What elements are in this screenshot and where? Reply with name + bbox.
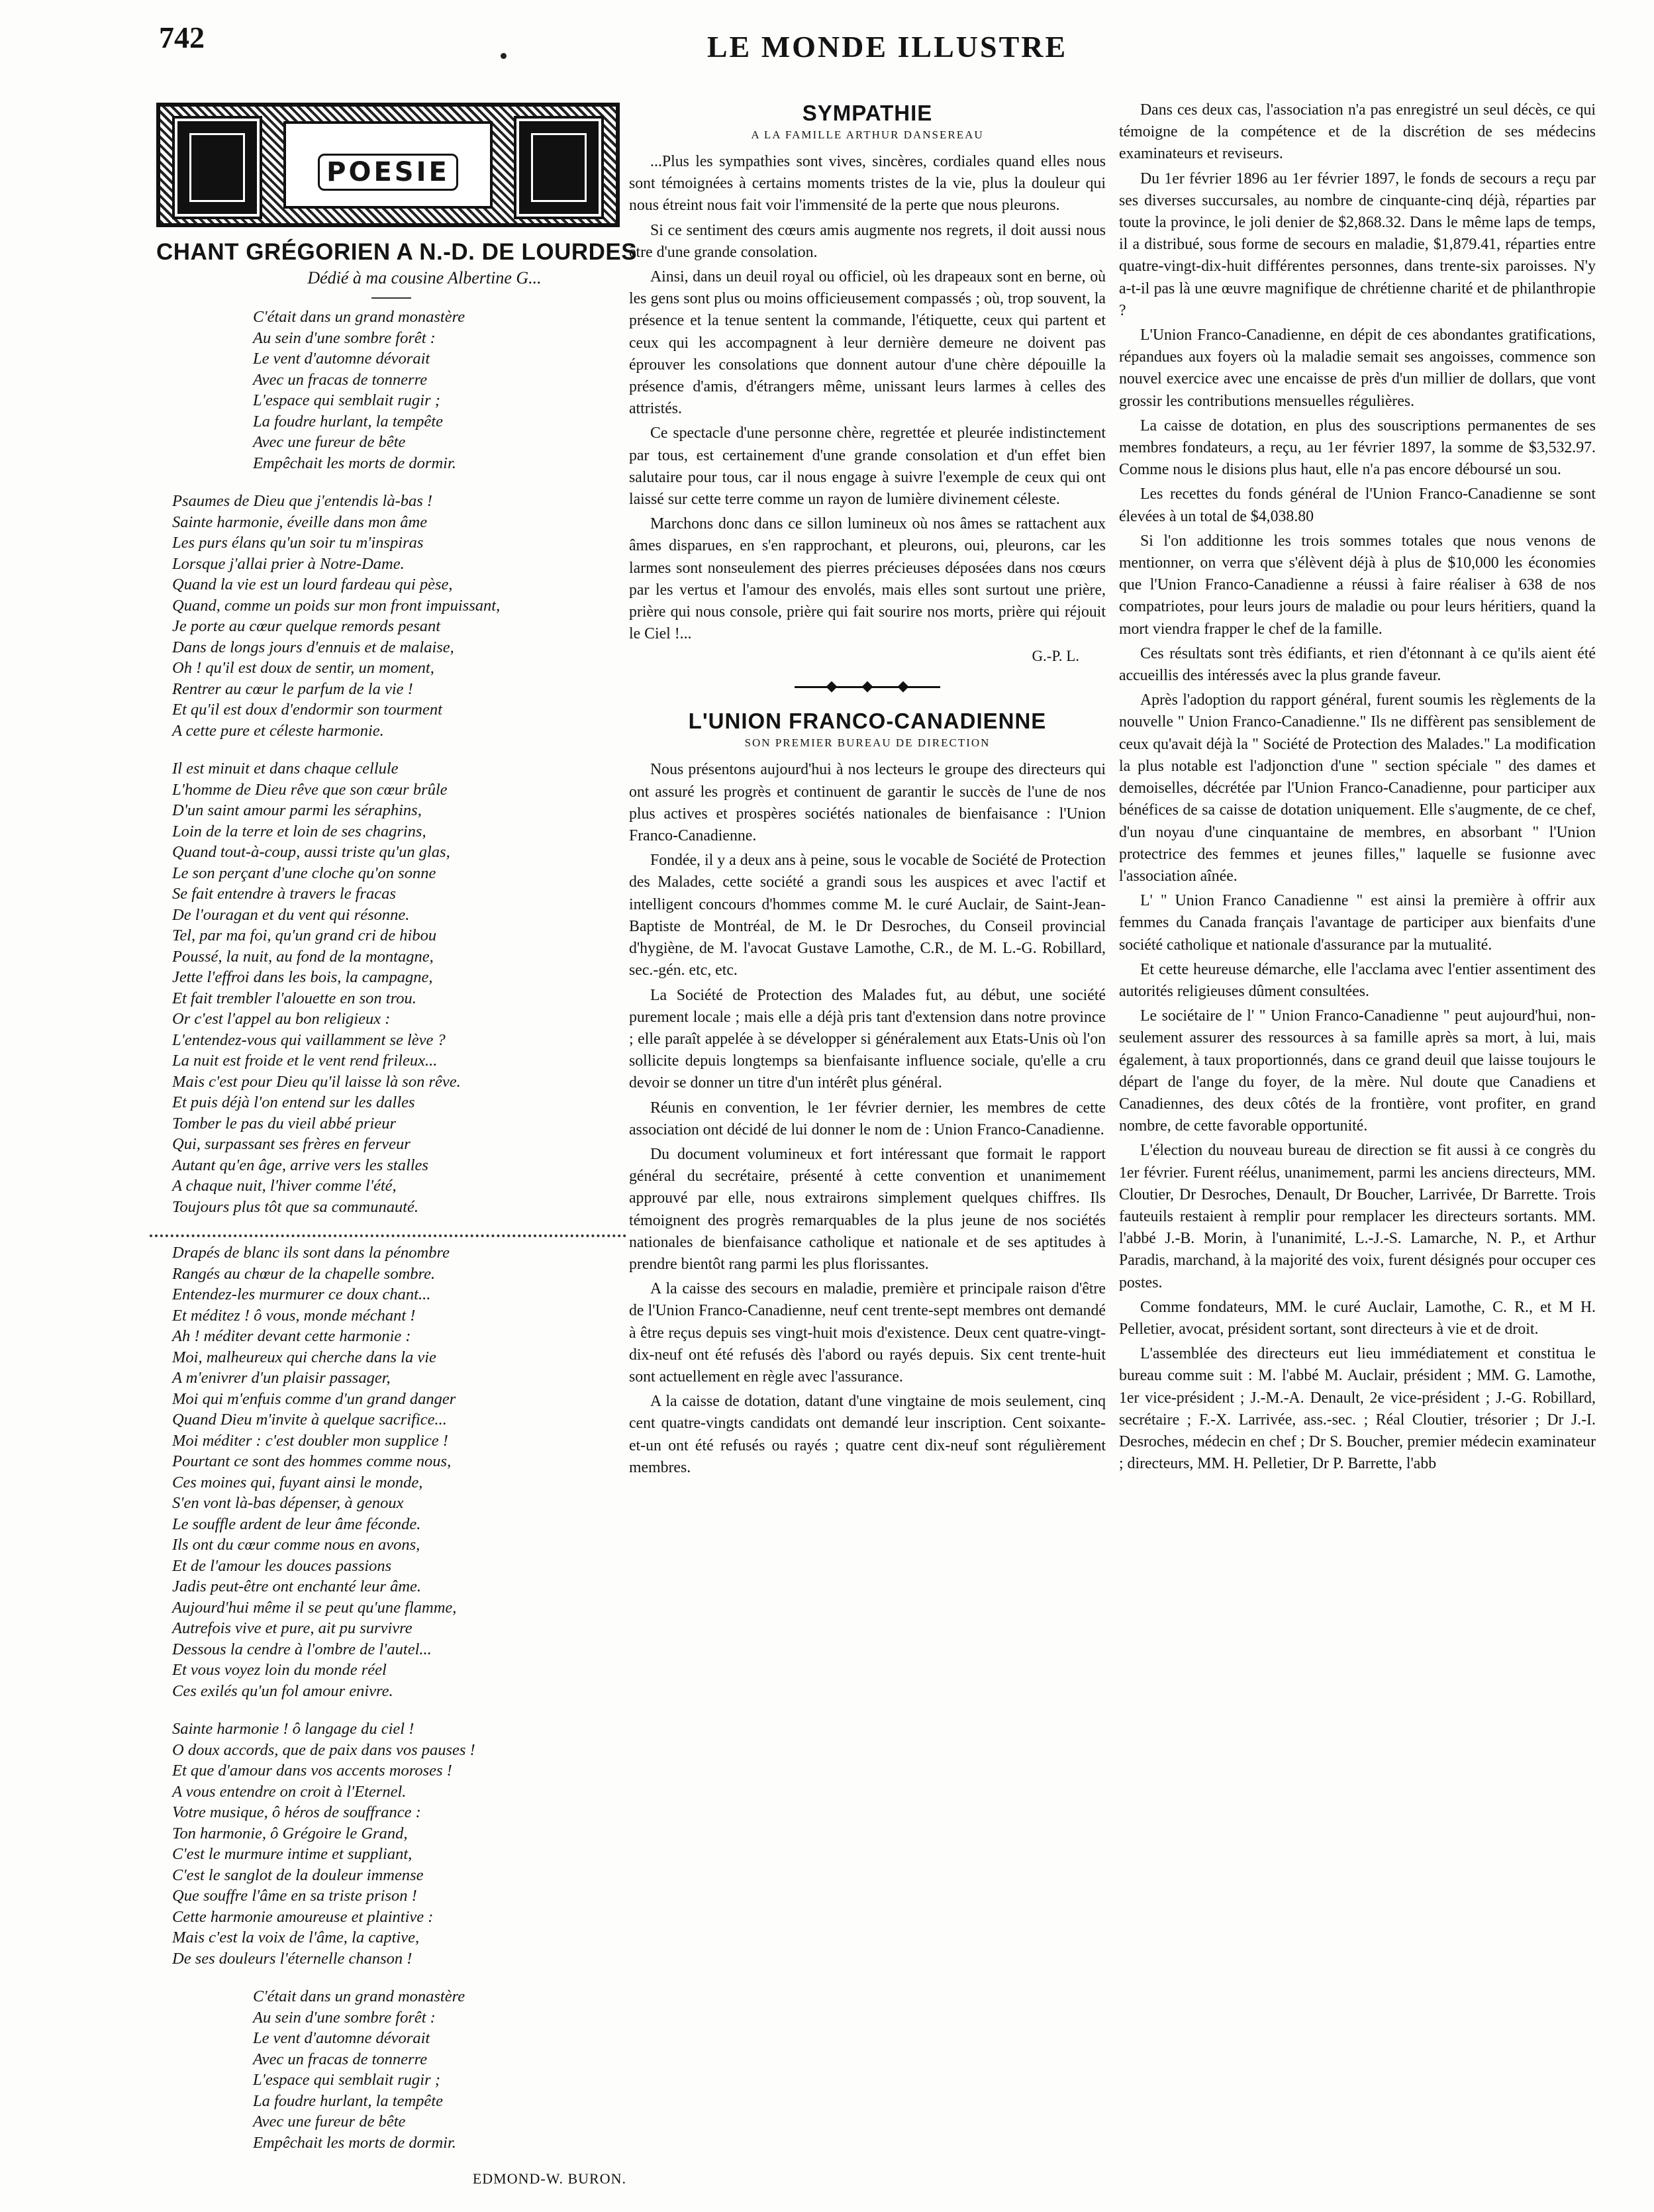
poem-line: L'espace qui semblait rugir ; xyxy=(253,2071,440,2089)
poem-line: Or c'est l'appel au bon religieux : xyxy=(172,1010,391,1028)
sympathie-body xyxy=(629,151,1106,645)
paragraph: L'Union Franco-Canadienne, en dépit de ces abondantes gratifications, répandues aux foyers où la maladie semait ses angoisses, commence son nouvel exercice avec une encaisse de près d'un millier de dollars, que vont grossir les contributions mensuelles régulières. xyxy=(1119,327,1596,410)
poem-line: Empêchait les morts de dormir. xyxy=(253,2133,456,2152)
poem-line: Lorsque j'allai prier à Notre-Dame. xyxy=(172,554,405,573)
paragraph: Réunis en convention, le 1er février dernier, les membres de cette association ont décidé de lui donner le nom de : Union Franco-Canadienne. xyxy=(629,1099,1106,1138)
sympathie-initials: G.-P. L. xyxy=(1032,648,1079,665)
poem-line: Ces exilés qu'un fol amour enivre. xyxy=(172,1682,393,1700)
poem-line: Jette l'effroi dans les bois, la campagne, xyxy=(172,968,433,986)
poem-line: Jadis peut-être ont enchanté leur âme. xyxy=(172,1578,422,1595)
poem-line: Mais c'est pour Dieu qu'il laisse là son rêve. xyxy=(172,1072,461,1091)
poem-line: A chaque nuit, l'hiver comme l'été, xyxy=(172,1177,397,1195)
poem-line: Autant qu'en âge, arrive vers les stalles xyxy=(172,1156,428,1174)
right-column xyxy=(1119,99,1596,1478)
poem-stanza xyxy=(156,1719,626,1969)
poem-line: Cette harmonie amoureuse et plaintive : xyxy=(172,1907,434,1926)
poem-line: Drapés de blanc ils sont dans la pénombre xyxy=(172,1244,450,1262)
poem-line: Moi, malheureux qui cherche dans la vie xyxy=(172,1348,436,1366)
paragraph: Dans ces deux cas, l'association n'a pas enregistré un seul décès, ce qui témoigne de la compétence et de la discrétion de ses médecins examinateurs et reviseurs. xyxy=(1119,101,1596,163)
poem-line: Avec un fracas de tonnerre xyxy=(253,2050,428,2068)
poem-line: Tomber le pas du vieil abbé prieur xyxy=(172,1114,396,1132)
poem-line: De l'ouragan et du vent qui résonne. xyxy=(172,905,410,924)
poem-line: L'entendez-vous qui vaillamment se lève ? xyxy=(172,1031,446,1049)
poem-line: Moi qui m'enfuis comme d'un grand danger xyxy=(172,1389,456,1408)
poem-line: Le son perçant d'une cloche qu'on sonne xyxy=(172,864,436,882)
poem-line: L'homme de Dieu rêve que son cœur brûle xyxy=(172,780,448,799)
sympathie-title: SYMPATHIE xyxy=(802,101,933,125)
poem-dedication: Dédié à ma cousine Albertine G... xyxy=(307,268,542,287)
poem-line: Le souffle ardent de leur âme féconde. xyxy=(172,1515,421,1533)
poem-line: D'un saint amour parmi les séraphins, xyxy=(172,801,422,819)
poem-line: Et fait trembler l'alouette en son trou. xyxy=(172,989,416,1007)
poem-stanza xyxy=(156,307,626,474)
paragraph: Les recettes du fonds général de l'Union Franco-Canadienne se sont élevées à un total de $4,038.80 xyxy=(1119,485,1596,525)
paragraph: Du document volumineux et fort intéressant que formait le rapport général du secrétaire, présenté à cette convention et unanimement approuvé par elle, nous extrairons simplement quelques chiffres. Ils témoignent des progrès remarquables de la plus jeune de nos sociétés nationales de bienfaisance catholique et nationale et de ses aptitudes à prendre bientôt rang parmi les plus florissantes. xyxy=(629,1145,1106,1273)
journal-title: LE MONDE ILLUSTRE xyxy=(706,30,1068,64)
banner-ornament-left xyxy=(175,119,260,217)
poem-line: Que souffre l'âme en sa triste prison ! xyxy=(172,1887,417,1905)
poem-line: Mais c'est la voix de l'âme, la captive, xyxy=(172,1929,420,1946)
paragraph: La Société de Protection des Malades fut, au début, une société purement locale ; mais elle a déjà pris tant d'extension dans notre province ; elle paraît appelée à se développer si généralement aux Etats-Unis où l'on sollicite depuis longtemps sa bienfaisante influence sociale, qu'elle a cru devoir se donner un titre d'un intérêt plus général. xyxy=(629,986,1106,1092)
header-dot xyxy=(501,53,507,59)
poem-stanza xyxy=(156,1986,626,2153)
poem-line: Dans de longs jours d'ennuis et de malaise, xyxy=(172,638,454,656)
poem-line: Autrefois vive et pure, ait pu survivre xyxy=(172,1619,413,1637)
poem-line: Entendez-les murmurer ce doux chant... xyxy=(172,1285,431,1303)
union-subtitle: SON PREMIER BUREAU DE DIRECTION xyxy=(744,736,991,750)
sympathie-subtitle: A LA FAMILLE ARTHUR DANSEREAU xyxy=(751,128,984,141)
poem-line: Ces moines qui, fuyant ainsi le monde, xyxy=(172,1473,423,1491)
paragraph: Du 1er février 1896 au 1er février 1897, le fonds de secours a reçu par ses diverses succursales, au nombre de cinquante-cinq déjà, réparties par toute la province, le joli denier de $2,868.32. Dans le même laps de temps, il a distribué, sous forme de secours en maladie, $1,879.41, réparties entre quatre-vingt-dix-huit différentes personnes, dans trente-six paroisses. N'y a-t-il pas là une œuvre magnifique de chrétienne charité et de philanthropie ? xyxy=(1119,170,1596,319)
poem-title: CHANT GRÉGORIEN A N.-D. DE LOURDES xyxy=(156,239,638,265)
poem-line: Et vous voyez loin du monde réel xyxy=(172,1661,387,1679)
paragraph: Après l'adoption du rapport général, furent soumis les règlements de la nouvelle " Union Franco-Canadienne." Ils ne diffèrent pas sensiblement de ceux qu'avait déjà la " Société de Protection des Malades." La modification la plus notable est l'adjonction d'une " section spéciale " des dames et demoiselles, décrétée par l'Union Franco-Canadienne, pour participer aux bénéfices de sa caisse de dotation uniquement. Elle s'augmente, de ce chef, d'un noyau d'une cinquantaine de membres, en absorbant " l'Union protectrice des femmes et jeunes filles," laquelle se fusionne avec l'association aînée. xyxy=(1119,691,1596,885)
poem-author: EDMOND-W. BURON. xyxy=(472,2170,626,2187)
divider xyxy=(371,297,411,299)
union-body-part2 xyxy=(1119,99,1596,1475)
poem-line: Votre musique, ô héros de souffrance : xyxy=(172,1803,421,1821)
poem-line: Empêchait les morts de dormir. xyxy=(253,454,456,472)
poem-line: Je porte au cœur quelque remords pesant xyxy=(172,617,441,635)
paragraph: L' " Union Franco Canadienne " est ainsi la première à offrir aux femmes du Canada français l'avantage de participer aux bienfaits d'une société catholique et nationale d'assurance par la mutualité. xyxy=(1119,892,1596,954)
paragraph: Ce spectacle d'une personne chère, regrettée et pleurée indistinctement par tous, est certainement d'une grande consolation et d'un effet bien salutaire pour tous, car il nous engage à suivre l'exemple de ceux qui ont laissé sur cette terre comme un rayon de lumière divinement céleste. xyxy=(629,425,1106,509)
poem-line: Ils ont du cœur comme nous en avons, xyxy=(172,1536,420,1554)
poem-line: De ses douleurs l'éternelle chanson ! xyxy=(172,1949,413,1968)
poem-line: Et qu'il est doux d'endormir son tourment xyxy=(172,701,442,719)
paragraph: La caisse de dotation, en plus des souscriptions permanentes de ses membres fondateurs, a reçu, au 1er février 1897, la somme de $3,532.97. Comme nous le disions plus haut, elle n'a pas encore déboursé un sou. xyxy=(1119,417,1596,479)
poem-line: Quand, comme un poids sur mon front impuissant, xyxy=(172,596,501,615)
paragraph: Si l'on additionne les trois sommes totales que nous venons de mentionner, on verra que s'élèvent déjà à plus de $10,000 les économies que l'Union Franco-Canadienne a réussi à faire réaliser à 638 de nos compatriotes, pour leurs jours de maladie ou pour leurs héritiers, quand la mort viendra frapper le chef de la famille. xyxy=(1119,532,1596,638)
paragraph: Ces résultats sont très édifiants, et rien d'étonnant à ce qu'ils aient été accueillis des intéressés avec la plus grande faveur. xyxy=(1119,644,1596,685)
poem-line: C'était dans un grand monastère xyxy=(253,308,465,326)
poem-line: A m'enivrer d'un plaisir passager, xyxy=(172,1369,391,1387)
union-body-part1 xyxy=(629,759,1106,1479)
poem-line: Les purs élans qu'un soir tu m'inspiras xyxy=(172,534,424,552)
poem-line: Aujourd'hui même il se peut qu'une flamme, xyxy=(172,1598,457,1617)
banner-label: POESIE xyxy=(318,154,458,191)
poem-line: Sainte harmonie, éveille dans mon âme xyxy=(172,513,428,531)
poem-line: S'en vont là-bas dépenser, à genoux xyxy=(172,1494,404,1512)
poem-line: Tel, par ma foi, qu'un grand cri de hibou xyxy=(172,927,437,944)
poem-stanza xyxy=(156,1242,626,1701)
poem-line: Qui, surpassant ses frères en ferveur xyxy=(172,1135,411,1153)
poem-line: O doux accords, que de paix dans vos pauses ! xyxy=(172,1740,475,1759)
paragraph: L'assemblée des directeurs eut lieu immédiatement et constitua le bureau comme suit : M. l'abbé M. Auclair, président ; MM. G. Lamothe, 1er vice-président ; J.-M.-A. Denault, 2e vice-président ; J.-G. Robillard, secrétaire ; F.-X. Larrivée, ass.-sec. ; Réal Cloutier, trésorier ; Dr J.-I. Desroches, médecin en chef ; Dr S. Boucher, premier médecin examinateur ; directeurs, MM. H. Pelletier, Dr P. Barrette, l'abb xyxy=(1119,1345,1596,1473)
union-title: L'UNION FRANCO-CANADIENNE xyxy=(688,709,1047,734)
poem-line: Quand tout-à-coup, aussi triste qu'un glas, xyxy=(172,843,450,861)
poem-line: Au sein d'une sombre forêt : xyxy=(253,2008,436,2027)
banner-ornament-right xyxy=(516,119,601,217)
poem-stanza xyxy=(156,491,626,741)
poem-line: Ton harmonie, ô Grégoire le Grand, xyxy=(172,1824,408,1842)
paragraph: A la caisse des secours en maladie, première et principale raison d'être de l'Union Franco-Canadienne, neuf cent trente-sept membres ont demandé à être reçus depuis ses vingt-huit mois d'existence. Deux cent quatre-vingt-dix-neuf ont été refusés dès l'abord ou rayés depuis. Six cent trente-huit sont actuellement en règle avec l'assurance. xyxy=(629,1280,1106,1385)
poem-line: Quand Dieu m'invite à quelque sacrifice... xyxy=(172,1411,447,1429)
poem-line: Pourtant ce sont des hommes comme nous, xyxy=(172,1452,452,1470)
poem-line: Rentrer au cœur le parfum de la vie ! xyxy=(172,679,413,698)
poem-line: C'est le murmure intime et suppliant, xyxy=(172,1845,413,1863)
paragraph: A la caisse de dotation, datant d'une vingtaine de mois seulement, cinq cent quatre-vingts candidats ont demandé leur inscription. Cent soixante-et-un ont été refusés ou rayés ; quatre cent dix-neuf sont régulièrement membres. xyxy=(629,1393,1106,1476)
poem-line: La foudre hurlant, la tempête xyxy=(253,2091,443,2110)
poem-line: A vous entendre on croit à l'Eternel. xyxy=(172,1782,407,1801)
poem-line: Toujours plus tôt que sa communauté. xyxy=(172,1197,419,1216)
poem-line: Et que d'amour dans vos accents moroses ! xyxy=(172,1762,452,1780)
poem-line: Avec une fureur de bête xyxy=(253,2113,406,2131)
page-number: 742 xyxy=(159,21,205,54)
dotted-separator xyxy=(150,1234,626,1237)
poem-line: Et méditez ! ô vous, monde méchant ! xyxy=(172,1306,416,1325)
poem-line: A cette pure et céleste harmonie. xyxy=(172,721,384,740)
paragraph: Fondée, il y a deux ans à peine, sous le vocable de Société de Protection des Malades, cette société a grandi sous les auspices et avec l'actif et intelligent concours d'hommes comme M. le curé Auclair, de Saint-Jean-Baptiste de Montréal, de M. le Dr Desroches, du Conseil provincial d'hygiène, de M. l'avocat Gustave Lamothe, C.R., de M. L.-G. Robillard, sec.-gén. etc, etc. xyxy=(629,852,1106,980)
poem-line: Ah ! méditer devant cette harmonie : xyxy=(172,1327,411,1345)
paragraph: Marchons donc dans ce sillon lumineux où nos âmes se rattachent aux âmes disparues, en s'en rapprochant, et pleurons, oui, pleurons, car les larmes sont nonseulement des pierres précieuses déposées dans nos cœurs par les vertus et l'amour des envolés, mais elles sont surtout une prière, prière qui nous console, prière qui fait sourire nos morts, prière qui réjouit le Ciel !... xyxy=(629,515,1106,643)
paragraph: L'élection du nouveau bureau de direction se fit aussi à ce congrès du 1er février. Furent réélus, unanimement, parmi les anciens directeurs, MM. Cloutier, Dr Desroches, Denault, Dr Boucher, Larrivée, Dr Barrette. Trois fauteuils restaient à remplir pour remplacer les directeurs sortants. MM. l'abbé J.-B. Morin, à l'unanimité, L.-J.-S. Lamarche, N. P., et Arthur Paradis, marchand, à la majorité des voix, furent désignés pour occuper ces postes. xyxy=(1119,1142,1596,1291)
poem-stanzas xyxy=(156,307,626,2153)
poem-line: Quand la vie est un lourd fardeau qui pèse, xyxy=(172,576,453,593)
poem-column xyxy=(156,99,638,2187)
poem-line: Moi méditer : c'est doubler mon supplice ! xyxy=(172,1431,448,1450)
paragraph: Ainsi, dans un deuil royal ou officiel, où les drapeaux sont en berne, où les gens sont plus ou moins officieusement compassés ; où, trop souvent, la présence et la tenue sentent la commande, l'étiquette, ceux qui partent et ceux qui les accompagnent à leur dernière demeure ne doivent pas éprouver les consolations que donnent autour d'une chère dépouille la présence d'amis, d'étrangers même, unissant leurs larmes à celles des attristés. xyxy=(629,268,1106,418)
poem-line: Rangés au chœur de la chapelle sombre. xyxy=(172,1264,436,1283)
poem-line: C'était dans un grand monastère xyxy=(253,1987,465,2005)
poem-line: Il est minuit et dans chaque cellule xyxy=(172,760,399,778)
poesie-banner xyxy=(156,103,620,227)
poem-stanza xyxy=(156,758,626,1217)
poem-line: Le vent d'automne dévorait xyxy=(253,350,430,368)
paragraph: Nous présentons aujourd'hui à nos lecteurs le groupe des directeurs qui ont assuré les progrès et continuent de garantir le succès de l'une de nos plus actives et prospères sociétés nationales de bienfaisance : l'Union Franco-Canadienne. xyxy=(629,761,1106,845)
paragraph: Et cette heureuse démarche, elle l'acclama avec l'entier assentiment des autorités religieuses dûment consultées. xyxy=(1119,960,1596,1000)
center-column xyxy=(629,99,1106,1482)
poem-line: Avec une fureur de bête xyxy=(253,433,406,451)
poem-line: C'est le sanglot de la douleur immense xyxy=(172,1866,424,1884)
poem-line: La nuit est froide et le vent rend frileux... xyxy=(172,1052,438,1070)
poem-line: Oh ! qu'il est doux de sentir, un moment, xyxy=(172,659,434,677)
poem-line: Le vent d'automne dévorait xyxy=(253,2029,430,2047)
paragraph: ...Plus les sympathies sont vives, sincères, cordiales quand elles nous sont témoignées à certains moments tristes de la vie, plus la douleur qui nous étreint nous fait voir l'immensité de la perte que nous pleurons. xyxy=(629,153,1106,215)
poem-line: Et puis déjà l'on entend sur les dalles xyxy=(172,1093,415,1111)
poem-line: Poussé, la nuit, au fond de la montagne, xyxy=(172,947,434,966)
poem-line: L'espace qui semblait rugir ; xyxy=(253,391,440,409)
poem-line: Psaumes de Dieu que j'entendis là-bas ! xyxy=(172,492,433,510)
poem-line: Avec un fracas de tonnerre xyxy=(253,370,428,389)
banner-label-frame xyxy=(283,121,493,209)
poem-line: La foudre hurlant, la tempête xyxy=(253,412,443,430)
poem-line: Au sein d'une sombre forêt : xyxy=(253,328,436,347)
paragraph: Si ce sentiment des cœurs amis augmente nos regrets, il doit aussi nous être d'une grande consolation. xyxy=(629,221,1106,261)
section-ornament xyxy=(795,682,940,691)
paragraph: Comme fondateurs, MM. le curé Auclair, Lamothe, C. R., et M H. Pelletier, avocat, président sortant, sont directeurs à vie et de droit. xyxy=(1119,1298,1596,1338)
poem-line: Se fait entendre à travers le fracas xyxy=(172,885,396,903)
poem-line: Loin de la terre et loin de ses chagrins, xyxy=(172,822,426,840)
poem-line: Sainte harmonie ! ô langage du ciel ! xyxy=(172,1720,414,1738)
paragraph: Le sociétaire de l' " Union Franco-Canadienne " peut aujourd'hui, non-seulement assurer des ressources à sa famille après sa mort, à lui, mais également, à taux proportionnés, dans ce grand deuil que laisse toujours le départ de l'ange du foyer, de la mère. Nul doute que Canadiens et Canadiennes, des deux côtés de la frontière, vont profiter, en grand nombre, de cette favorable opportunité. xyxy=(1119,1007,1596,1135)
poem-line: Et de l'amour les douces passions xyxy=(172,1556,392,1575)
poem-line: Dessous la cendre à l'ombre de l'autel... xyxy=(172,1640,432,1658)
